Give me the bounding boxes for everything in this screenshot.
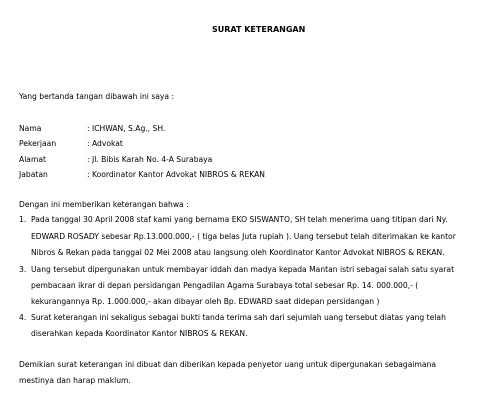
item-line: diserahkan kepada Koordinator Kantor NIBROS & REKAN. (31, 329, 248, 338)
intro-text: Yang bertanda tangan dibawah ini saya : (19, 92, 175, 101)
item-line: pembacaan ikrar di depan persidangan Pengadilan Agama Surabaya total sebesar Rp. 14. 000.000,- ( (31, 281, 419, 290)
item-number: 3. (19, 265, 27, 274)
item-line: kekurangannya Rp. 1.000.000,- akan dibayar oleh Bp. EDWARD saat didepan persidangan ) (31, 297, 380, 306)
field-label-pekerjaan: Pekerjaan (19, 139, 57, 148)
field-label-alamat: Alamat (19, 155, 46, 164)
field-value-alamat: : Jl. Bibis Karah No. 4-A Surabaya (87, 155, 213, 164)
field-label-nama: Nama (19, 124, 42, 133)
field-value-pekerjaan: : Advokat (87, 139, 123, 148)
item-line: Surat keterangan ini sekaligus sebagai bukti tanda terima sah dari sejumlah uang tersebut diatas yang telah (31, 313, 446, 322)
field-label-jabatan: Jabatan (19, 170, 48, 179)
closing-line: Demikian surat keterangan ini dibuat dan diberikan kepada penyetor uang untuk dipergunakan sebagaimana (19, 360, 437, 369)
field-value-jabatan: : Koordinator Kantor Advokat NIBROS & REKAN (87, 170, 265, 179)
item-number: 4. (19, 313, 27, 322)
closing-line: mestinya dan harap maklum. (19, 376, 131, 385)
item-line: Pada tanggal 30 April 2008 staf kami yang bernama EKO SISWANTO, SH telah menerima uang titipan dari Ny. (31, 215, 448, 224)
statement-intro: Dengan ini memberikan keterangan bahwa : (19, 200, 189, 209)
item-line: EDWARD ROSADY sebesar Rp.13.000.000,- ( tiga belas Juta rupiah ). Uang tersebut telah diterimakan ke kantor (31, 232, 456, 241)
field-value-nama: : ICHWAN, S.Ag., SH. (87, 124, 166, 133)
item-line: Nibros & Rekan pada tanggal 02 Mei 2008 atau langsung oleh Koordinator Kantor Advokat NIBROS & REKAN. (31, 248, 445, 257)
document-title: SURAT KETERANGAN (212, 25, 306, 34)
item-line: Uang tersebut dipergunakan untuk membayar iddah dan madya kepada Mantan istri sebagai salah satu syarat (31, 265, 455, 274)
item-number: 1. (19, 215, 27, 224)
